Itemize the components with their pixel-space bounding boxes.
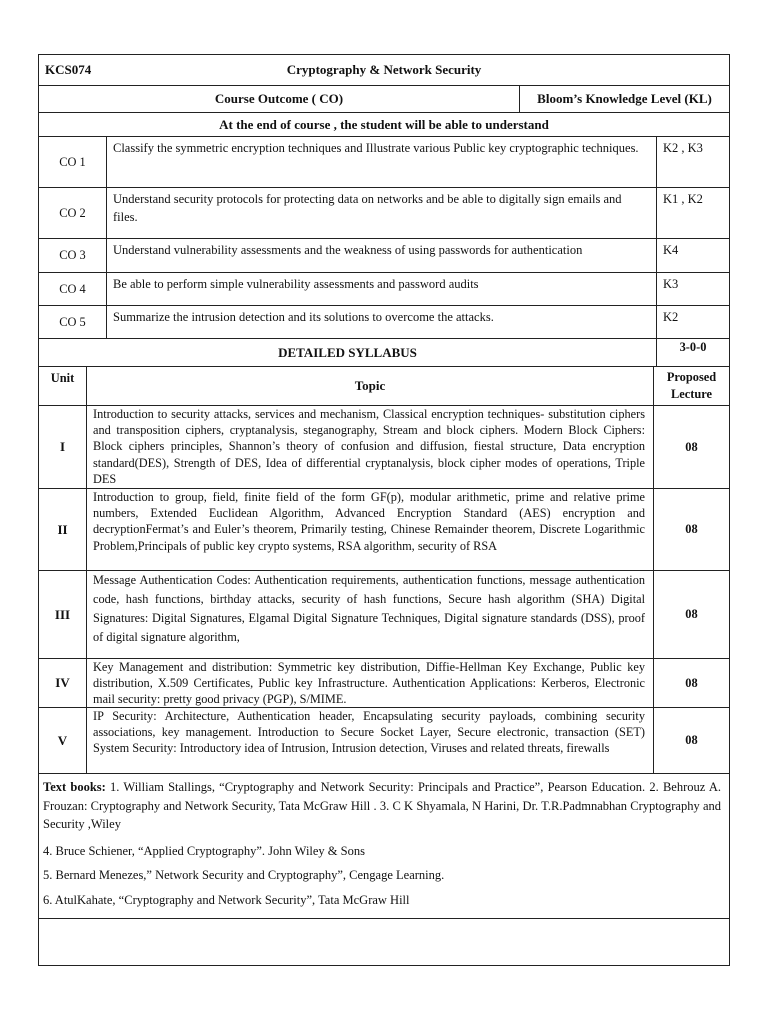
course-code: KCS074	[45, 62, 92, 77]
textbook-item: 4. Bruce Schiener, “Applied Cryptography”. John Wiley & Sons	[43, 843, 365, 858]
outcome-description: Summarize the intrusion detection and its solutions to overcome the attacks.	[106, 306, 656, 338]
course-header-row	[39, 55, 729, 85]
outcome-row	[39, 136, 729, 187]
outcome-description: Classify the symmetric encryption techniques and Illustrate various Public key cryptographic techniques.	[106, 137, 656, 187]
outcome-id: CO 1	[59, 154, 86, 169]
ltp-value: 3-0-0	[656, 339, 729, 366]
unit-column-heading: Unit	[50, 371, 75, 385]
textbook-item: 6. AtulKahate, “Cryptography and Network Security”, Tata McGraw Hill	[43, 892, 410, 907]
blooms-level-heading: Bloom’s Knowledge Level (KL)	[519, 86, 729, 112]
textbooks-first: 1. William Stallings, “Cryptography and Network Security: Principals and Practice”, Pearson Education. 2. Behrouz A. Frouzan: Cryptography and Network Security, Tata McGraw Hill . 3. C K Shyamala, N Harini, Dr. T.R.Padmnabhan Cryptography and Security ,Wiley	[43, 780, 721, 831]
syllabus-document	[38, 54, 730, 966]
unit-topic: Key Management and distribution: Symmetric key distribution, Diffie-Hellman Key Exchange, Public key distribution, X.509 Certificates, Public key Infrastructure. Authentication Applications: Kerberos, Electronic mail security: pretty good privacy (PGP), S/MIME.	[86, 659, 653, 707]
outcome-description: Understand vulnerability assessments and the weakness of using passwords for authentication	[106, 239, 656, 272]
syllabus-title-row	[39, 338, 729, 366]
unit-lectures: 08	[653, 489, 729, 570]
syllabus-unit-row	[39, 405, 729, 488]
lecture-column-heading: Proposed Lecture	[653, 367, 729, 405]
syllabus-unit-row	[39, 570, 729, 658]
course-title: Cryptography & Network Security	[286, 62, 482, 77]
outcome-description: Be able to perform simple vulnerability assessments and password audits	[106, 273, 656, 305]
outcome-intro: At the end of course , the student will be able to understand	[39, 112, 729, 136]
outcome-kl: K3	[656, 273, 729, 305]
textbooks-paragraph	[43, 778, 721, 834]
unit-number: V	[57, 732, 68, 748]
syllabus-header-row	[39, 366, 729, 405]
outcome-id: CO 2	[59, 205, 86, 220]
outcome-header-row	[39, 85, 729, 112]
syllabus-unit-row	[39, 658, 729, 707]
syllabus-unit-row	[39, 488, 729, 570]
textbooks-section	[39, 773, 729, 918]
outcome-id: CO 3	[59, 248, 86, 262]
outcome-row	[39, 238, 729, 272]
outcome-row	[39, 272, 729, 305]
topic-column-heading: Topic	[86, 367, 653, 405]
unit-lectures: 08	[653, 708, 729, 773]
unit-topic: IP Security: Architecture, Authentication header, Encapsulating security payloads, combining security associations, key management. Introduction to Secure Socket Layer, Secure electronic, transaction (SET) System Security: Introductory idea of Intrusion, Intrusion detection, Viruses and related threats, firewalls	[86, 708, 653, 773]
unit-topic: Introduction to security attacks, services and mechanism, Classical encryption techniques- substitution ciphers and transposition ciphers, cryptanalysis, steganography, Stream and block ciphers. Modern Block Ciphers: Block ciphers principles, Shannon’s theory of confusion and diffusion, fiestal structure, Data encryption standard(DES), Strength of DES, Idea of differential cryptanalysis, block cipher modes of operations, Triple DES	[86, 406, 653, 488]
textbook-item: 5. Bernard Menezes,” Network Security and Cryptography”, Cengage Learning.	[43, 868, 445, 882]
syllabus-unit-row	[39, 707, 729, 773]
syllabus-title: DETAILED SYLLABUS	[278, 344, 417, 360]
textbooks-label: Text books:	[43, 780, 106, 794]
unit-lectures: 08	[653, 659, 729, 707]
unit-number: IV	[55, 675, 70, 690]
unit-number: II	[57, 521, 68, 537]
outcome-kl: K4	[656, 239, 729, 272]
unit-topic: Introduction to group, field, finite field of the form GF(p), modular arithmetic, prime and relative prime numbers, Extended Euclidean Algorithm, Advanced Encryption Standard (AES) encryption and decryptionFermat’s and Euler’s theorem, Primarily testing, Chinese Remainder theorem, Discrete Logarithmic Problem,Principals of public key crypto systems, RSA algorithm, security of RSA	[86, 489, 653, 570]
unit-number: III	[54, 606, 71, 622]
empty-row	[39, 918, 729, 965]
outcome-kl: K1 , K2	[656, 188, 729, 238]
outcome-kl: K2	[656, 306, 729, 338]
outcome-description: Understand security protocols for protecting data on networks and be able to digitally sign emails and files.	[106, 188, 656, 238]
outcome-id: CO 4	[59, 281, 86, 296]
unit-number: I	[59, 439, 66, 454]
unit-lectures: 08	[653, 406, 729, 488]
outcome-kl: K2 , K3	[656, 137, 729, 187]
outcome-row	[39, 305, 729, 338]
unit-topic: Message Authentication Codes: Authentication requirements, authentication functions, message authentication code, hash functions, birthday attacks, security of hash functions, Secure hash algorithm (SHA) Digital Signatures: Digital Signatures, Elgamal Digital Signature Techniques, Digital signature standards (DSS), proof of digital signature algorithm,	[86, 571, 653, 658]
outcome-row	[39, 187, 729, 238]
unit-lectures: 08	[653, 571, 729, 658]
course-outcome-heading: Course Outcome ( CO)	[214, 91, 344, 106]
outcome-id: CO 5	[59, 314, 86, 329]
